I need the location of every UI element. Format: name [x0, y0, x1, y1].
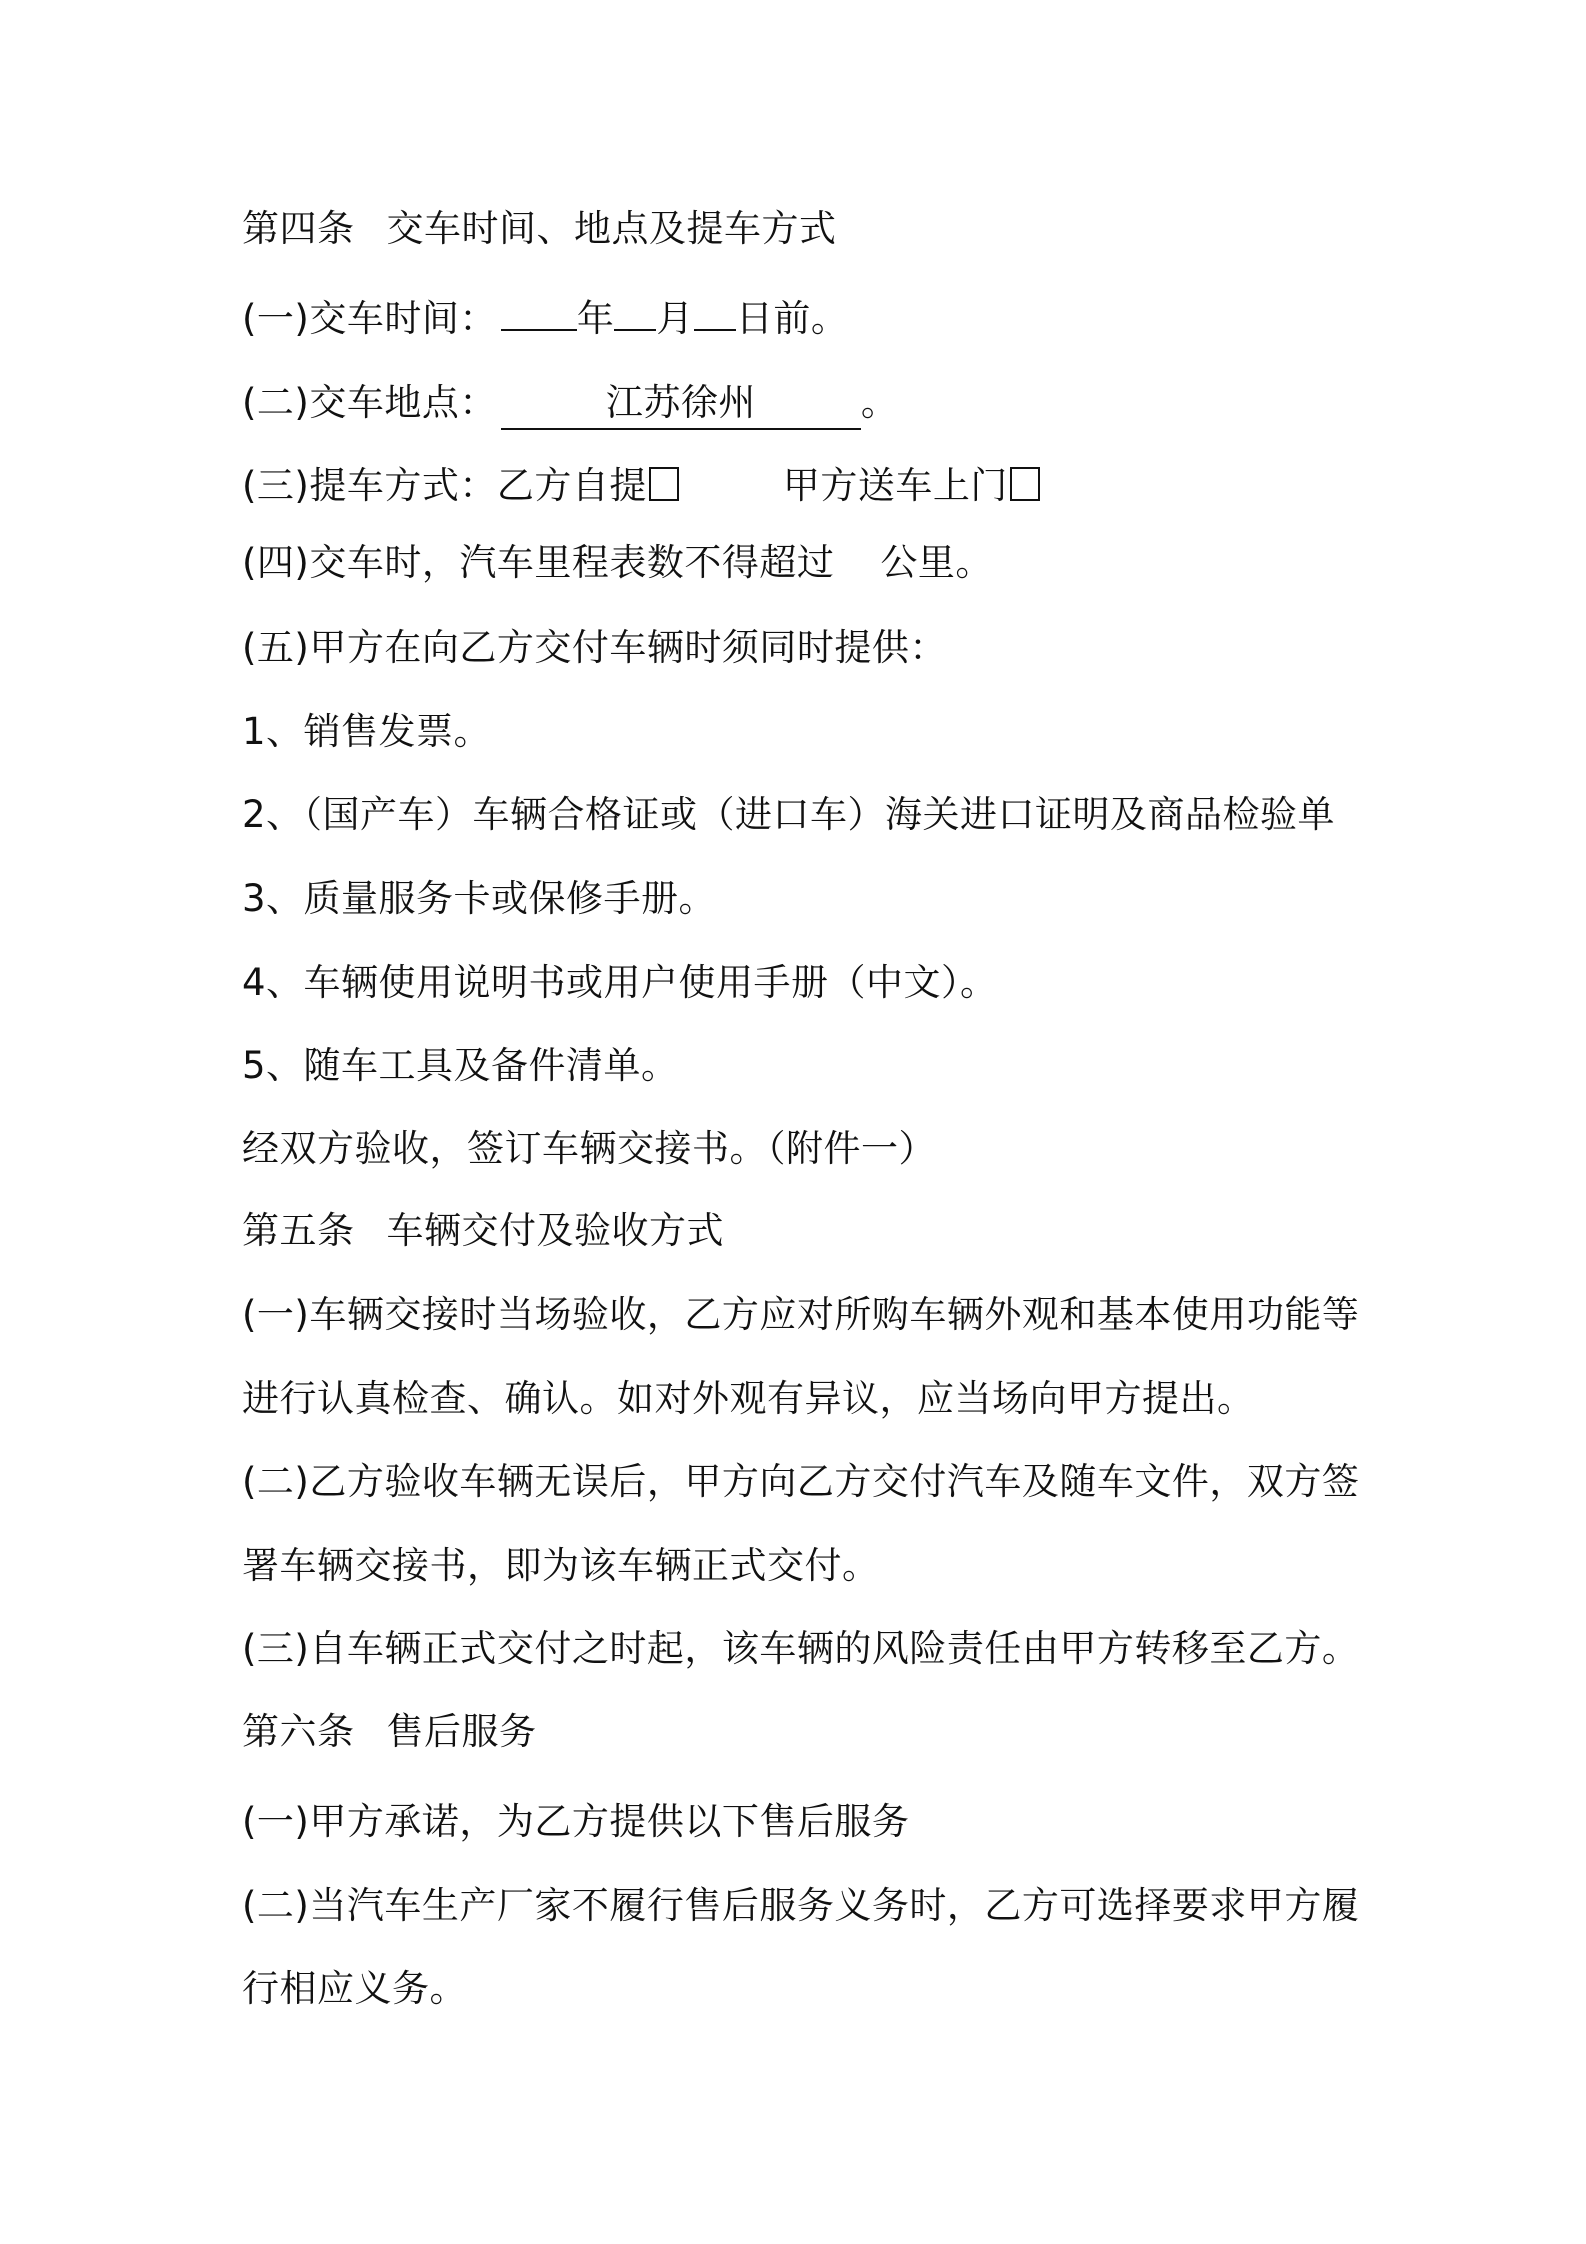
document-item: 4、车辆使用说明书或用户使用手册（中文）。 [242, 961, 998, 1004]
article5-paragraph: (二)乙方验收车辆无误后，甲方向乙方交付汽车及随车文件，双方签 [242, 1460, 1360, 1503]
delivery-place-label: (二)交车地点： [242, 381, 497, 424]
article5-number: 第五条 [242, 1209, 355, 1252]
article6-paragraph: 行相应义务。 [242, 1967, 467, 2010]
pickup-method-label: (三)提车方式： [242, 464, 497, 507]
pickup-method-line [242, 461, 1040, 511]
delivery-place-line [242, 378, 898, 430]
article5-paragraph: (三)自车辆正式交付之时起，该车辆的风险责任由甲方转移至乙方。 [242, 1627, 1360, 1670]
article6-paragraph: (二)当汽车生产厂家不履行售后服务义务时，乙方可选择要求甲方履 [242, 1884, 1360, 1927]
article5-paragraph: 进行认真检查、确认。如对外观有异议，应当场向甲方提出。 [242, 1377, 1255, 1420]
mileage-text: (四)交车时，汽车里程表数不得超过 [242, 541, 835, 584]
article4-title: 交车时间、地点及提车方式 [386, 207, 837, 250]
mileage-line [242, 538, 993, 588]
month-blank [614, 293, 656, 331]
article6-heading [242, 1707, 537, 1757]
article6-number: 第六条 [242, 1710, 355, 1753]
article6-title: 售后服务 [386, 1710, 537, 1753]
document-item: 3、质量服务卡或保修手册。 [242, 877, 717, 920]
pickup-option-self: 乙方自提 [496, 464, 647, 507]
month-label: 月 [656, 297, 694, 340]
article5-paragraph: 署车辆交接书，即为该车辆正式交付。 [242, 1544, 880, 1587]
checkbox-home-delivery [1010, 467, 1040, 501]
day-blank [694, 293, 736, 331]
year-blank [501, 293, 577, 331]
article4-number: 第四条 [242, 207, 355, 250]
delivery-time-line [242, 293, 848, 344]
document-item: 5、随车工具及备件清单。 [242, 1044, 679, 1087]
article4-heading [242, 204, 837, 254]
year-label: 年 [576, 297, 615, 340]
document-item: 1、销售发票。 [242, 710, 492, 753]
checkbox-self-pickup [649, 467, 679, 501]
acceptance-note: 经双方验收，签订车辆交接书。（附件一） [242, 1127, 936, 1170]
article6-paragraph: (一)甲方承诺，为乙方提供以下售后服务 [242, 1800, 910, 1843]
delivery-time-label: (一)交车时间： [242, 297, 497, 340]
delivery-place-end: 。 [860, 381, 899, 424]
document-item: 2、（国产车）车辆合格证或（进口车）海关进口证明及商品检验单 [242, 793, 1336, 836]
article5-heading [242, 1206, 724, 1256]
day-label: 日前。 [735, 297, 849, 340]
article5-title: 车辆交付及验收方式 [386, 1209, 724, 1252]
pickup-option-delivery: 甲方送车上门 [782, 464, 1008, 507]
mileage-unit: 公里。 [880, 541, 993, 584]
delivery-place-value: 江苏徐州 [501, 378, 861, 430]
provide-documents-line: (五)甲方在向乙方交付车辆时须同时提供： [242, 626, 947, 669]
article5-paragraph: (一)车辆交接时当场验收，乙方应对所购车辆外观和基本使用功能等 [242, 1293, 1360, 1336]
